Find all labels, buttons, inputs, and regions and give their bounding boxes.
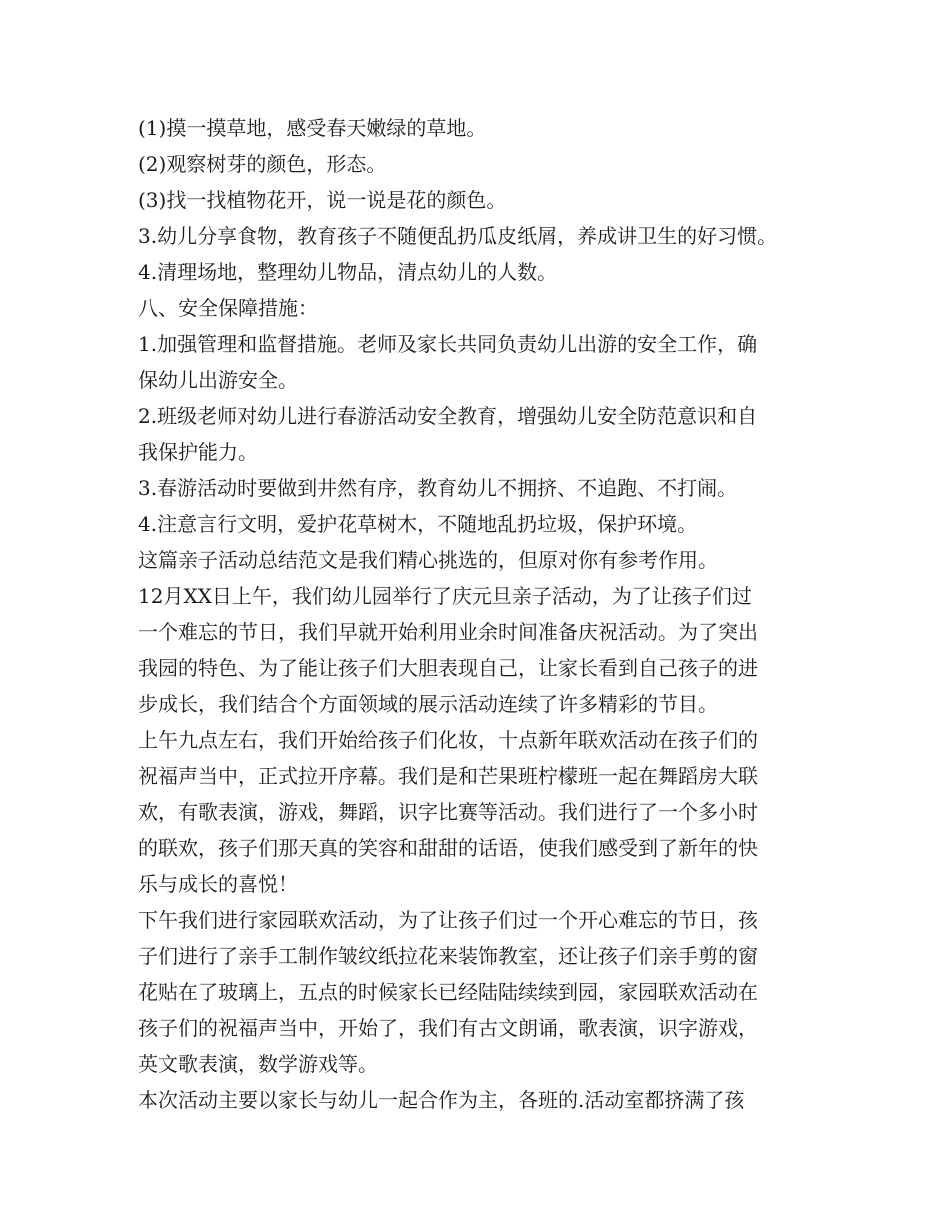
text-line: 上午九点左右，我们开始给孩子们化妆，十点新年联欢活动在孩子们的 bbox=[138, 728, 758, 752]
document-body bbox=[138, 110, 828, 1118]
text-line: 1.加强管理和监督措施。老师及家长共同负责幼儿出游的安全工作，确 bbox=[138, 332, 758, 356]
text-line: 我保护能力。 bbox=[138, 440, 258, 464]
text-line: 3.幼儿分享食物，教育孩子不随便乱扔瓜皮纸屑，养成讲卫生的好习惯。 bbox=[138, 224, 778, 248]
text-line: 乐与成长的喜悦！ bbox=[138, 872, 298, 896]
text-line: 步成长，我们结合个方面领域的展示活动连续了许多精彩的节目。 bbox=[138, 692, 718, 716]
text-line: 这篇亲子活动总结范文是我们精心挑选的，但原对你有参考作用。 bbox=[138, 548, 718, 572]
text-line: 祝福声当中，正式拉开序幕。我们是和芒果班柠檬班一起在舞蹈房大联 bbox=[138, 764, 758, 788]
text-line: 4.清理场地，整理幼儿物品，清点幼儿的人数。 bbox=[138, 260, 558, 284]
section-heading: 八、安全保障措施： bbox=[138, 296, 318, 320]
text-line: 我园的特色、为了能让孩子们大胆表现自己，让家长看到自己孩子的进 bbox=[138, 656, 758, 680]
text-line: 4.注意言行文明，爱护花草树木，不随地乱扔垃圾，保护环境。 bbox=[138, 512, 698, 536]
text-line: 英文歌表演，数学游戏等。 bbox=[138, 1052, 378, 1076]
text-line: 下午我们进行家园联欢活动，为了让孩子们过一个开心难忘的节日，孩 bbox=[138, 908, 758, 932]
text-line: 孩子们的祝福声当中，开始了，我们有古文朗诵，歌表演，识字游戏， bbox=[138, 1016, 758, 1040]
text-line: 一个难忘的节日，我们早就开始利用业余时间准备庆祝活动。为了突出 bbox=[138, 620, 758, 644]
text-line: 花贴在了玻璃上，五点的时候家长已经陆陆续续到园，家园联欢活动在 bbox=[138, 980, 758, 1004]
text-line: 本次活动主要以家长与幼儿一起合作为主，各班的.活动室都挤满了孩 bbox=[138, 1088, 745, 1112]
text-line: (1)摸一摸草地，感受春天嫩绿的草地。 bbox=[138, 116, 487, 140]
text-line: (2)观察树芽的颜色，形态。 bbox=[138, 152, 387, 176]
text-line: 子们进行了亲手工制作皱纹纸拉花来装饰教室，还让孩子们亲手剪的窗 bbox=[138, 944, 758, 968]
text-line: 12月XX日上午，我们幼儿园举行了庆元旦亲子活动，为了让孩子们过 bbox=[138, 584, 752, 608]
text-line: 欢，有歌表演，游戏，舞蹈，识字比赛等活动。我们进行了一个多小时 bbox=[138, 800, 758, 824]
text-line: 3.春游活动时要做到井然有序，教育幼儿不拥挤、不追跑、不打闹。 bbox=[138, 476, 738, 500]
text-line: 的联欢，孩子们那天真的笑容和甜甜的话语，使我们感受到了新年的快 bbox=[138, 836, 758, 860]
text-line: 2.班级老师对幼儿进行春游活动安全教育，增强幼儿安全防范意识和自 bbox=[138, 404, 758, 428]
text-line: 保幼儿出游安全。 bbox=[138, 368, 298, 392]
text-line: (3)找一找植物花开，说一说是花的颜色。 bbox=[138, 188, 507, 212]
